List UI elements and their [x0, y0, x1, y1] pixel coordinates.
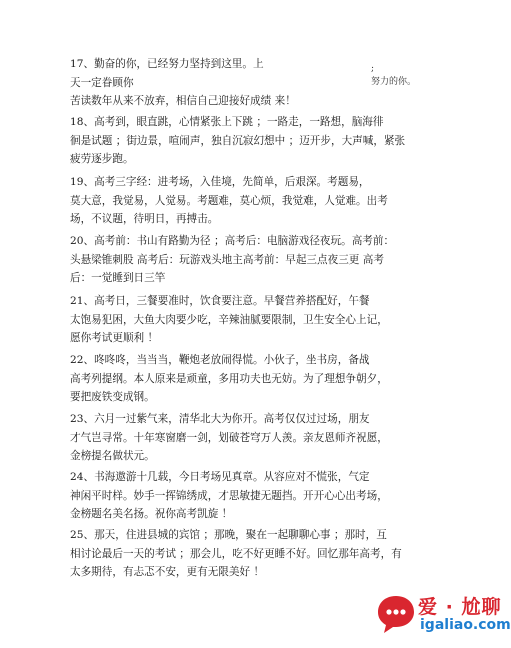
paragraph-line: 要把废铁变成钢。 [70, 391, 155, 403]
paragraph-line: 相讨论最后一天的考试 ；那会儿，吃不好更睡不好。回忆那年高考，有 [70, 547, 402, 560]
paragraph-line: 太饱易犯困，大鱼大肉要少吃，辛辣油腻要限制，卫生安全心上记， [70, 313, 388, 326]
paragraph-line: 19、高考三字经：进考场，入佳境，先简单，后艰深。考题易， [70, 176, 370, 188]
paragraph-25 [70, 526, 415, 582]
paragraph-line: 金榜提名做状元。 [70, 450, 155, 462]
margin-mark: ; [371, 64, 375, 74]
margin-note: 努力的你。 [371, 77, 417, 87]
site-watermark-logo [374, 590, 511, 644]
paragraph-20 [70, 232, 415, 288]
paragraph-line: 20、高考前：书山有路勤为径 ；高考后：电脑游戏径夜玩。高考前： [70, 235, 395, 247]
paragraph-line: 18、高考到，眼直跳，心情紧张上下跳 ；一路走，一路想，脑海徘 [70, 116, 384, 128]
paragraph-line: 太多期待，有忐忑不安，更有无限美好 ！ [70, 566, 265, 578]
paragraph-line: 24、书海遨游十几载，今日考场见真章。从容应对不慌张，气定 [70, 471, 370, 483]
paragraph-line: 天一定眷顾你 [70, 76, 134, 89]
paragraph-21 [70, 292, 415, 348]
paragraph-line: 22、咚咚咚，当当当，鞭炮老放闹得慌。小伙子，坐书房，备战 [70, 354, 370, 366]
paragraph-line: 苦读数年从来不放弃，相信自己迎接好成绩 来！ [70, 95, 296, 107]
watermark-title: 爱 · 尬聊 [418, 596, 502, 618]
paragraph-line: 25、那天，住进县城的宾馆 ；那晚，聚在一起聊聊心事 ；那时，互 [70, 529, 387, 541]
paragraph-19 [70, 173, 415, 229]
paragraph-line: 徊是试题 ；街边景，喧闹声，独自沉寂幻想中 ；迈开步，大声喊，紧张 [70, 134, 406, 147]
paragraph-line: 才气岂寻常。十年寒窗磨一剑，划破苍穹万人羡。亲友恩师齐祝愿， [70, 431, 388, 444]
chat-bubble-logo-icon [374, 592, 418, 636]
paragraph-line: 金榜题名美名扬。祝你高考凯旋 ！ [70, 508, 233, 520]
paragraph-line: 神闲平时样。妙手一挥锦绣成，才思敏捷无题挡。开开心心出考场， [70, 489, 388, 502]
paragraph-18 [70, 113, 415, 169]
paragraph-22 [70, 351, 415, 407]
paragraph-line: 愿你考试更顺利 ！ [70, 332, 159, 344]
paragraph-line: 高考列提纲。本人原来是顽童，多用功夫也无妨。为了理想争朝夕， [70, 372, 388, 385]
paragraph-line: 21、高考日，三餐要准时，饮食要注意。早餐营养搭配好，午餐 [70, 295, 370, 307]
watermark-url: igaliao.com [420, 617, 511, 633]
paragraph-line: 头悬梁锥刺股 高考后：玩游戏头地主高考前：早起三点夜三更 高考 [70, 253, 384, 266]
paragraph-24 [70, 468, 415, 524]
paragraph-line: 23、六月一过紫气来，清华北大为你开。高考仅仅过过场，朋友 [70, 413, 370, 425]
paragraph-23 [70, 410, 415, 466]
paragraph-line: 17、勤奋的你，已经努力坚持到这里。上 [70, 58, 264, 70]
paragraph-line: 疲劳逐步跑。 [70, 153, 134, 165]
paragraph-line: 莫大意，我觉易，人觉易。考题难，莫心烦，我觉难，人觉难。出考 [70, 194, 388, 207]
paragraph-17 [70, 55, 415, 111]
paragraph-line: 场，不议题，待明日，再搏击。 [70, 213, 219, 225]
paragraph-line: 后：一觉睡到日三竿 [70, 272, 166, 284]
